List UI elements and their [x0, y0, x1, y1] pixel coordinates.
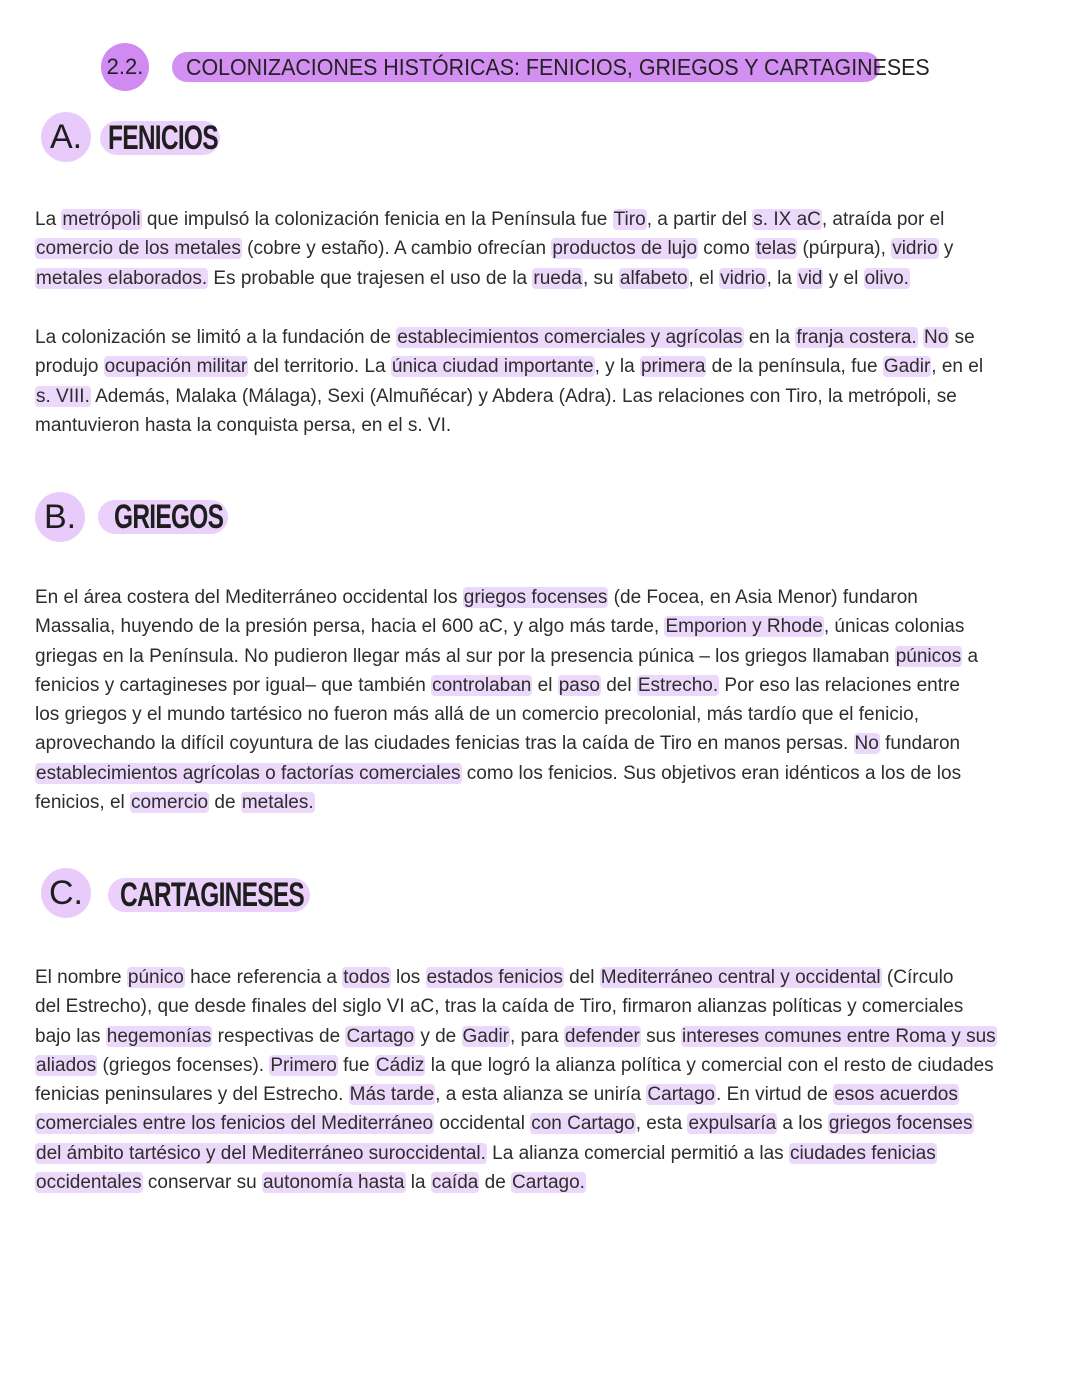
section-letter: A.	[49, 117, 83, 156]
section-letter: B.	[43, 497, 77, 536]
text: en la	[743, 327, 796, 348]
section-letter: C.	[49, 873, 83, 912]
text: de la península, fue	[706, 356, 883, 378]
highlighted-text: griegos focenses	[463, 587, 608, 608]
text: fenicios, el	[35, 792, 131, 814]
text: de	[479, 1172, 512, 1194]
page-title-text: COLONIZACIONES HISTÓRICAS: FENICIOS, GRIEGOS Y CARTAGINESES	[186, 53, 930, 80]
highlighted-text: todos	[343, 967, 390, 988]
highlighted-text: intereses comunes entre Roma y sus	[682, 1025, 996, 1047]
highlighted-text: No	[924, 327, 949, 348]
highlighted-text: púnicos	[895, 645, 962, 667]
highlighted-text: vidrio	[720, 267, 766, 289]
text: , y la	[594, 356, 640, 378]
text: , a esta alianza se uniría	[435, 1084, 647, 1106]
text: , la	[766, 267, 798, 289]
highlighted-text: vidrio	[892, 238, 938, 260]
text: como los fenicios. Sus objetivos eran idénticos a los de los	[461, 762, 962, 784]
paragraph	[35, 583, 978, 817]
highlighted-text: estados fenicios	[426, 967, 563, 988]
text: , únicas colonias	[823, 616, 965, 638]
text: Es probable que trajesen el uso de la	[208, 267, 533, 289]
text-line	[35, 788, 978, 817]
text: del territorio. La	[248, 356, 391, 378]
highlighted-text: aliados	[36, 1054, 97, 1076]
text: La alianza comercial permitió a las	[486, 1142, 789, 1164]
highlighted-text: Más tarde	[349, 1084, 435, 1106]
text-line	[35, 642, 978, 671]
text: , atraída por el	[821, 209, 945, 230]
text: mantuvieron hasta la conquista persa, en el s. VI.	[35, 414, 452, 436]
text: a	[962, 645, 979, 667]
highlighted-text: s. IX aC	[753, 209, 821, 230]
text: , esta	[635, 1113, 688, 1135]
text-line	[35, 729, 978, 758]
paragraph	[35, 323, 983, 440]
paragraph	[35, 205, 953, 293]
highlighted-text: Cádiz	[375, 1054, 425, 1076]
section-letter-badge	[41, 112, 91, 162]
text: sus	[640, 1025, 682, 1047]
highlighted-text: primera	[640, 356, 706, 378]
highlighted-text: No	[854, 733, 879, 755]
text: conservar su	[142, 1172, 262, 1194]
highlighted-text: productos de lujo	[552, 238, 698, 260]
section-letter-badge	[41, 868, 91, 918]
highlighted-text: expulsaría	[688, 1113, 777, 1135]
highlighted-text: Cartago	[647, 1084, 716, 1106]
text-line	[35, 963, 997, 992]
text: Por eso las relaciones entre	[719, 674, 960, 696]
text-line	[35, 264, 953, 293]
highlighted-text: olivo.	[864, 267, 909, 289]
text-line	[35, 759, 978, 788]
highlighted-text: Mediterráneo central y occidental	[600, 967, 881, 988]
text: En el área costera del Mediterráneo occidental los	[35, 587, 463, 608]
highlighted-text: Tiro	[613, 209, 646, 230]
section-letter-badge	[35, 492, 85, 542]
section-title	[100, 118, 220, 157]
text-line	[35, 992, 997, 1021]
section-title-text: GRIEGOS	[114, 497, 224, 536]
highlighted-text: metales elaborados.	[36, 267, 208, 289]
highlighted-text: vid	[798, 267, 823, 289]
text-line	[35, 1022, 997, 1051]
text-line	[35, 1139, 997, 1168]
text: (Círculo	[881, 967, 954, 988]
highlighted-text: establecimientos comerciales y agrícolas	[397, 327, 743, 348]
highlighted-text: comercio de los metales	[36, 238, 241, 260]
section-title	[108, 875, 310, 914]
text: La colonización se limitó a la fundación de	[35, 327, 397, 348]
text: a los	[777, 1113, 828, 1135]
text: (griegos focenses).	[97, 1054, 270, 1076]
highlighted-text: comerciales entre los fenicios del Mediterráneo	[36, 1113, 434, 1135]
highlighted-text: establecimientos agrícolas o factorías comerciales	[36, 762, 461, 784]
text: la que logró la alianza política y comercial con el resto de ciudades	[425, 1054, 994, 1076]
text-line	[35, 612, 978, 641]
text: Massalia, huyendo de la presión persa, hacia el 600 aC, y algo más tarde,	[35, 616, 665, 638]
text: del	[600, 674, 637, 696]
text-line	[35, 1168, 997, 1197]
text: , a partir del	[646, 209, 753, 230]
text: . En virtud de	[716, 1084, 834, 1106]
text-line	[35, 205, 953, 234]
section-title	[98, 497, 228, 536]
text: que impulsó la colonización fenicia en la Península fue	[141, 209, 613, 230]
highlighted-text: s. VIII.	[36, 385, 90, 407]
text-line	[35, 1080, 997, 1109]
highlighted-text: hegemonías	[106, 1025, 212, 1047]
text-line	[35, 583, 978, 612]
text: , su	[583, 267, 619, 289]
highlighted-text: franja costera.	[796, 327, 917, 348]
section-title-text: FENICIOS	[108, 118, 218, 157]
text: los griegos y el mundo tartésico no fueron más allá de un comercio precolonial, más tardío que el fenicio,	[35, 704, 919, 726]
text: occidental	[434, 1113, 531, 1135]
text: y el	[823, 267, 864, 289]
text-line	[35, 700, 978, 729]
highlighted-text: Estrecho.	[637, 674, 719, 696]
text: fundaron	[879, 733, 961, 755]
text: fue	[337, 1054, 375, 1076]
text-line	[35, 1051, 997, 1080]
text: , el	[688, 267, 720, 289]
text: se	[949, 327, 975, 348]
text: , en el	[931, 356, 984, 378]
highlighted-text: caída	[431, 1172, 479, 1194]
highlighted-text: griegos focenses	[828, 1113, 973, 1135]
text: los	[390, 967, 426, 988]
highlighted-text: esos acuerdos	[834, 1084, 958, 1106]
page-title	[172, 52, 930, 82]
text: El nombre	[35, 967, 127, 988]
text: bajo las	[35, 1025, 106, 1047]
highlighted-text: del ámbito tartésico y del Mediterráneo suroccidental.	[36, 1142, 486, 1164]
highlighted-text: con Cartago	[531, 1113, 635, 1135]
section-number: 2.2.	[106, 54, 144, 79]
text: fenicios y cartagineses por igual– que también	[35, 674, 432, 696]
text: fenicias peninsulares y del Estrecho.	[35, 1084, 349, 1106]
text: como	[698, 238, 756, 260]
text-line	[35, 352, 983, 381]
text-line	[35, 671, 978, 700]
highlighted-text: controlaban	[432, 674, 532, 696]
highlighted-text: Gadir	[883, 356, 931, 378]
text: de	[209, 792, 241, 814]
highlighted-text: paso	[558, 674, 600, 696]
highlighted-text: Emporion y Rhode	[665, 616, 823, 638]
text-line	[35, 382, 983, 411]
highlighted-text: occidentales	[36, 1172, 142, 1194]
text: (de Focea, en Asia Menor) fundaron	[608, 587, 918, 608]
text-line	[35, 234, 953, 263]
text: hace referencia a	[184, 967, 343, 988]
text: el	[532, 674, 558, 696]
highlighted-text: Primero	[270, 1054, 337, 1076]
highlighted-text: comercio	[131, 792, 209, 814]
highlighted-text: única ciudad importante	[391, 356, 594, 378]
highlighted-text: metales.	[241, 792, 314, 814]
highlighted-text: defender	[564, 1025, 640, 1047]
text: del Estrecho), que desde finales del siglo VI aC, tras la caída de Tiro, firmaron alianzas políticas y comerciales	[35, 996, 964, 1018]
text-line	[35, 323, 983, 352]
text: aprovechando la difícil coyuntura de las ciudades fenicias tras la caída de Tiro en manos persas.	[35, 733, 854, 755]
text: respectivas de	[212, 1025, 346, 1047]
highlighted-text: ocupación militar	[104, 356, 248, 378]
text: , para	[510, 1025, 564, 1047]
text: del	[563, 967, 600, 988]
highlighted-text: Gadir	[462, 1025, 509, 1047]
text: la	[405, 1172, 431, 1194]
text: Además, Malaka (Málaga), Sexi (Almuñécar) y Abdera (Adra). Las relaciones con Tiro, la metrópoli, se	[90, 385, 957, 407]
highlighted-text: autonomía hasta	[262, 1172, 405, 1194]
highlighted-text: metrópoli	[62, 209, 141, 230]
text: (púrpura),	[797, 238, 892, 260]
text: y	[938, 238, 954, 260]
text: (cobre y estaño). A cambio ofrecían	[241, 238, 552, 260]
highlighted-text: rueda	[533, 267, 582, 289]
highlighted-text: alfabeto	[619, 267, 688, 289]
highlighted-text: Cartago.	[512, 1172, 585, 1194]
text: y de	[415, 1025, 462, 1047]
highlighted-text: Cartago	[346, 1025, 415, 1047]
section-number-badge	[101, 43, 149, 91]
text: La	[35, 209, 62, 230]
text: produjo	[35, 356, 104, 378]
text-line	[35, 411, 983, 440]
highlighted-text: ciudades fenicias	[789, 1142, 936, 1164]
section-title-text: CARTAGINESES	[120, 875, 305, 914]
text-line	[35, 1109, 997, 1138]
highlighted-text: púnico	[127, 967, 184, 988]
text: griegas en la Península. No pudieron llegar más al sur por la presencia púnica – los griegos llamaban	[35, 645, 895, 667]
highlighted-text: telas	[756, 238, 797, 260]
paragraph	[35, 963, 997, 1197]
